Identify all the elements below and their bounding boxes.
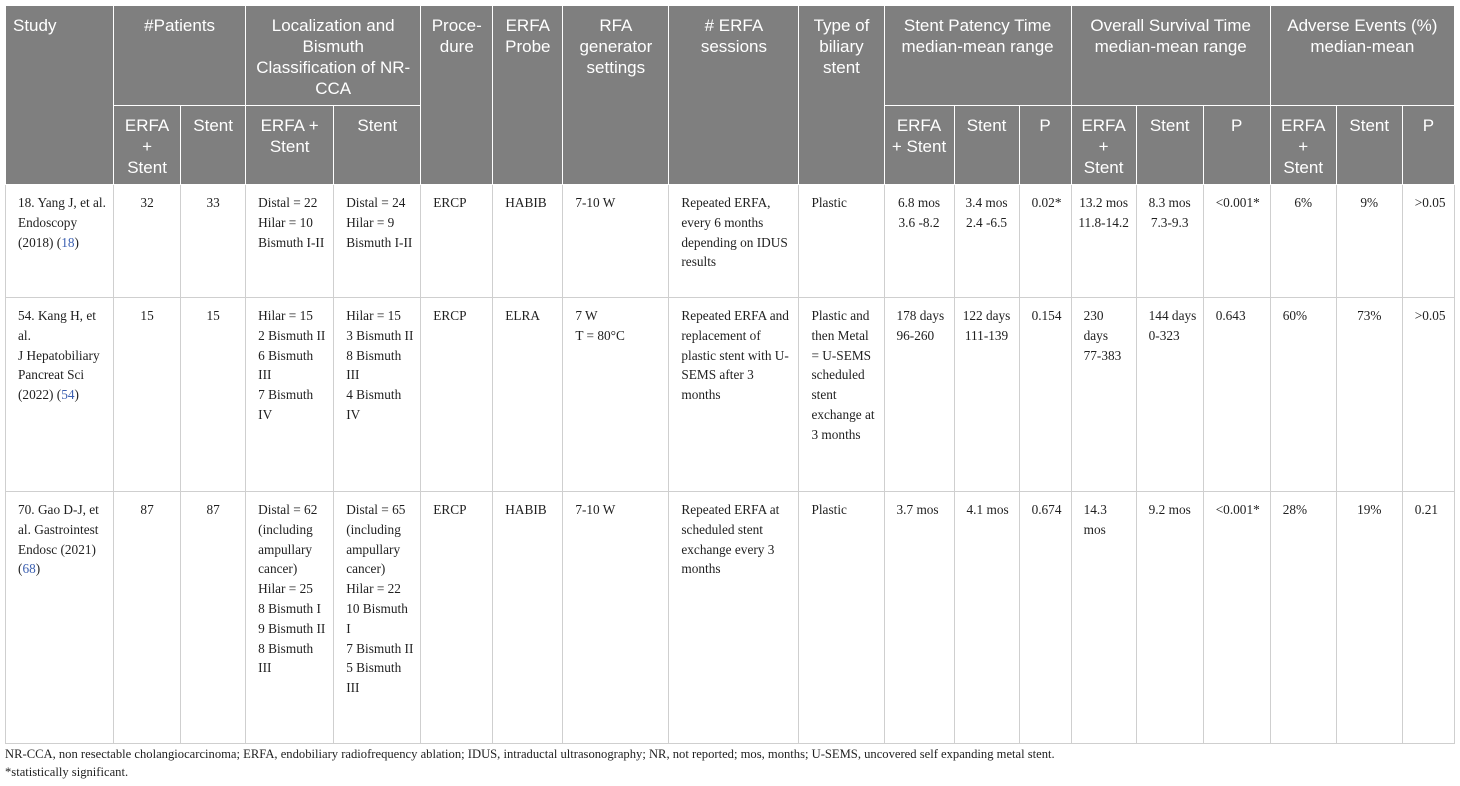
cell-patency-stent: 3.4 mos 2.4 -6.5: [954, 185, 1019, 298]
cell-procedure: ERCP: [421, 298, 493, 492]
study-citation-end: ): [35, 561, 41, 577]
subheader-patients-erfa: ERFA + Stent: [114, 106, 181, 185]
study-citation-end: ): [74, 387, 79, 403]
cell-adverse-stent: 73%: [1336, 298, 1402, 492]
cell-adverse-erfa: 6%: [1270, 185, 1336, 298]
cell-generator: 7-10 W: [563, 185, 669, 298]
cell-procedure: ERCP: [421, 492, 493, 744]
cell-generator: 7-10 W: [563, 492, 669, 744]
cell-survival-stent: 8.3 mos 7.3-9.3: [1136, 185, 1203, 298]
cell-survival-erfa: 230 days 77-383: [1071, 298, 1136, 492]
cell-patients-erfa: 15: [114, 298, 181, 492]
comparison-table-container: [5, 5, 1455, 744]
cell-patency-stent: 4.1 mos: [954, 492, 1019, 744]
subheader-adverse-erfa: ERFA + Stent: [1270, 106, 1336, 185]
cell-adverse-erfa: 28%: [1270, 492, 1336, 744]
cell-adverse-p: >0.05: [1402, 185, 1454, 298]
reference-link[interactable]: 68: [22, 561, 36, 577]
subheader-survival-stent: Stent: [1136, 106, 1203, 185]
cell-probe: ELRA: [493, 298, 563, 492]
header-patency: Stent Patency Time median-mean range: [884, 6, 1071, 106]
cell-loc-stent: Hilar = 15 3 Bismuth II 8 Bismuth III 4 Bismuth IV: [334, 298, 421, 492]
cell-adverse-p: >0.05: [1402, 298, 1454, 492]
header-survival: Overall Survival Time median-mean range: [1071, 6, 1270, 106]
cell-survival-p: <0.001*: [1203, 185, 1270, 298]
subheader-survival-p: P: [1203, 106, 1270, 185]
cell-stent-type: Plastic: [799, 492, 884, 744]
header-patients: #Patients: [114, 6, 246, 106]
table-header: [6, 6, 1455, 185]
comparison-table: [5, 5, 1455, 744]
study-citation: 54. Kang H, et al. J Hepatobiliary Pancreat Sci (2022) (: [18, 308, 100, 403]
subheader-adverse-p: P: [1402, 106, 1454, 185]
cell-adverse-p: 0.21: [1402, 492, 1454, 744]
cell-patency-p: 0.154: [1019, 298, 1071, 492]
cell-loc-erfa: Distal = 22 Hilar = 10 Bismuth I-II: [246, 185, 334, 298]
header-localization: Localization and Bismuth Classification of NR-CCA: [246, 6, 421, 106]
header-study: Study: [6, 6, 114, 185]
footnote-significance: *statistically significant.: [5, 765, 129, 779]
cell-sessions: Repeated ERFA at scheduled stent exchange every 3 months: [669, 492, 799, 744]
subheader-adverse-stent: Stent: [1336, 106, 1402, 185]
cell-loc-stent: Distal = 65 (including ampullary cancer) Hilar = 22 10 Bismuth I 7 Bismuth II 5 Bismuth III: [334, 492, 421, 744]
header-row-main: [6, 6, 1455, 106]
cell-patency-stent: 122 days 111-139: [954, 298, 1019, 492]
cell-study: [6, 492, 114, 744]
cell-stent-type: Plastic and then Metal = U-SEMS scheduled stent exchange at 3 months: [799, 298, 884, 492]
cell-study: [6, 185, 114, 298]
cell-survival-erfa: 14.3 mos: [1071, 492, 1136, 744]
cell-survival-erfa: 13.2 mos 11.8-14.2: [1071, 185, 1136, 298]
subheader-patency-erfa: ERFA + Stent: [884, 106, 954, 185]
header-procedure: Proce-dure: [421, 6, 493, 185]
subheader-patients-stent: Stent: [181, 106, 246, 185]
cell-probe: HABIB: [493, 185, 563, 298]
cell-loc-erfa: Hilar = 15 2 Bismuth II 6 Bismuth III 7 Bismuth IV: [246, 298, 334, 492]
header-probe: ERFA Probe: [493, 6, 563, 185]
reference-link[interactable]: 54: [61, 387, 75, 403]
table-row: [6, 185, 1455, 298]
cell-patency-p: 0.02*: [1019, 185, 1071, 298]
cell-patients-stent: 15: [181, 298, 246, 492]
cell-adverse-stent: 19%: [1336, 492, 1402, 744]
cell-probe: HABIB: [493, 492, 563, 744]
table-row: [6, 492, 1455, 744]
cell-patients-erfa: 87: [114, 492, 181, 744]
cell-survival-stent: 144 days 0-323: [1136, 298, 1203, 492]
cell-patency-erfa: 3.7 mos: [884, 492, 954, 744]
cell-sessions: Repeated ERFA, every 6 months depending on IDUS results: [669, 185, 799, 298]
cell-stent-type: Plastic: [799, 185, 884, 298]
cell-survival-p: 0.643: [1203, 298, 1270, 492]
header-generator: RFA generator settings: [563, 6, 669, 185]
cell-adverse-stent: 9%: [1336, 185, 1402, 298]
cell-loc-stent: Distal = 24 Hilar = 9 Bismuth I-II: [334, 185, 421, 298]
subheader-survival-erfa: ERFA + Stent: [1071, 106, 1136, 185]
subheader-loc-stent: Stent: [334, 106, 421, 185]
cell-patency-erfa: 178 days 96-260: [884, 298, 954, 492]
table-row: [6, 298, 1455, 492]
cell-survival-p: <0.001*: [1203, 492, 1270, 744]
cell-adverse-erfa: 60%: [1270, 298, 1336, 492]
table-footnotes: [5, 745, 1455, 781]
header-sessions: # ERFA sessions: [669, 6, 799, 185]
cell-study: [6, 298, 114, 492]
cell-survival-stent: 9.2 mos: [1136, 492, 1203, 744]
footnote-abbreviations: NR-CCA, non resectable cholangiocarcinoma; ERFA, endobiliary radiofrequency ablation; IDUS, intraductal ultrasonography; NR, not reported; mos, months; U-SEMS, uncovered self expanding metal stent.: [5, 747, 1055, 761]
cell-patency-p: 0.674: [1019, 492, 1071, 744]
cell-patients-stent: 87: [181, 492, 246, 744]
subheader-patency-stent: Stent: [954, 106, 1019, 185]
reference-link[interactable]: 18: [61, 234, 75, 250]
cell-patency-erfa: 6.8 mos 3.6 -8.2: [884, 185, 954, 298]
cell-generator: 7 W T = 80°C: [563, 298, 669, 492]
study-citation: 18. Yang J, et al. Endoscopy (2018) (: [18, 195, 106, 250]
study-citation-end: ): [74, 234, 79, 250]
cell-patients-stent: 33: [181, 185, 246, 298]
cell-patients-erfa: 32: [114, 185, 181, 298]
cell-sessions: Repeated ERFA and replacement of plastic stent with U-SEMS after 3 months: [669, 298, 799, 492]
cell-procedure: ERCP: [421, 185, 493, 298]
cell-loc-erfa: Distal = 62 (including ampullary cancer) Hilar = 25 8 Bismuth I 9 Bismuth II 8 Bismuth III: [246, 492, 334, 744]
subheader-loc-erfa: ERFA + Stent: [246, 106, 334, 185]
table-body: [6, 185, 1455, 744]
header-adverse: Adverse Events (%) median-mean: [1270, 6, 1454, 106]
subheader-patency-p: P: [1019, 106, 1071, 185]
study-citation: 70. Gao D-J, et al. Gastrointest Endosc (2021) (: [18, 502, 99, 577]
header-stent-type: Type of biliary stent: [799, 6, 884, 185]
